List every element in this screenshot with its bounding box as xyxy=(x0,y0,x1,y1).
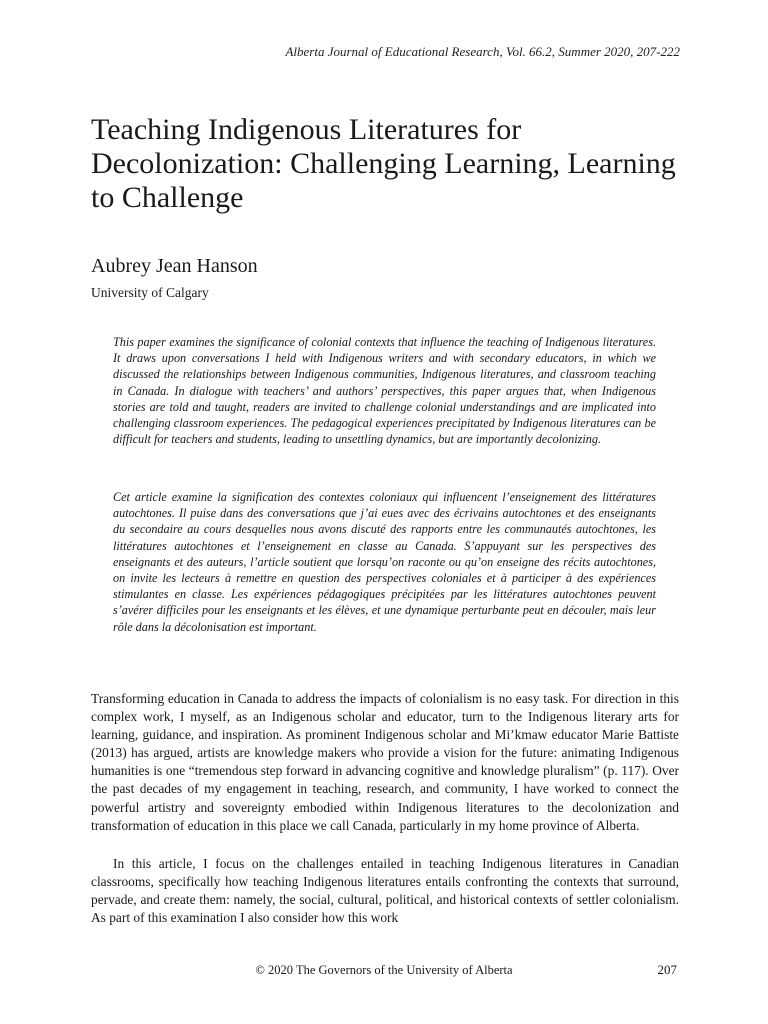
article-title: Teaching Indigenous Literatures for Decolonization: Challenging Learning, Learning to Challenge xyxy=(91,113,676,214)
journal-citation: Alberta Journal of Educational Research, Vol. 66.2, Summer 2020, 207-222 xyxy=(285,44,680,59)
footer-copyright: © 2020 The Governors of the University of Alberta xyxy=(255,963,513,977)
abstract-french: Cet article examine la signification des contextes coloniaux qui influencent l’enseignement des littératures autochtones. Il puise dans des conversations que j’ai eues avec des écrivains autochtones et des enseignants du secondaire au cours desquelles nous avons discuté des rapports entre les communautés autochtones, les littératures autochtones et l’enseignement en classe au Canada. S’appuyant sur les perspectives des enseignants et des auteurs, l’article soutient que lorsqu’on raconte ou qu’on enseigne des récits autochtones, on invite les lecteurs à remettre en question des perspectives coloniales et à participer à des expériences stimulantes en classe. Les expériences pédagogiques précipitées par les littératures autochtones peuvent s’avérer difficiles pour les enseignants et les élèves, et une dynamique perturbante peut en découler, mais leur rôle dans la décolonisation est important. xyxy=(113,490,656,634)
author-name: Aubrey Jean Hanson xyxy=(91,255,258,277)
body-paragraph-1: Transforming education in Canada to address the impacts of colonialism is no easy task. For direction in this complex work, I myself, as an Indigenous scholar and educator, turn to the Indigenous literary arts for learning, guidance, and inspiration. As prominent Indigenous scholar and Mi’kmaw educator Marie Battiste (2013) has argued, artists are knowledge makers who provide a vision for the future: animating Indigenous humanities is one “tremendous step forward in advancing cognitive and knowledge pluralism” (p. 117). Over the past decades of my engagement in teaching, research, and community, I have worked to connect the powerful artistry and sovereignty embodied within Indigenous literatures to the decolonization and transformation of education in this place we call Canada, particularly in my home province of Alberta. xyxy=(91,691,679,833)
body-paragraph-2: In this article, I focus on the challenges entailed in teaching Indigenous literatures in Canadian classrooms, specifically how teaching Indigenous literatures entails confronting the contexts that surround, pervade, and create them: namely, the social, cultural, political, and historical contexts of settler colonialism. As part of this examination I also consider how this work xyxy=(91,856,679,926)
page-number: 207 xyxy=(657,962,677,977)
abstract-english: This paper examines the significance of colonial contexts that influence the teaching of Indigenous literatures. It draws upon conversations I held with Indigenous writers and with secondary educators, in which we discussed the relationships between Indigenous communities, Indigenous literatures, and classroom teaching in Canada. In dialogue with teachers’ and authors’ perspectives, this paper argues that, when Indigenous stories are told and taught, readers are invited to challenge colonial understandings and are implicated into challenging classroom experiences. The pedagogical experiences precipitated by Indigenous literatures can be difficult for teachers and students, leading to unsettling dynamics, but are importantly decolonizing. xyxy=(113,335,656,447)
author-affiliation: University of Calgary xyxy=(91,285,209,300)
